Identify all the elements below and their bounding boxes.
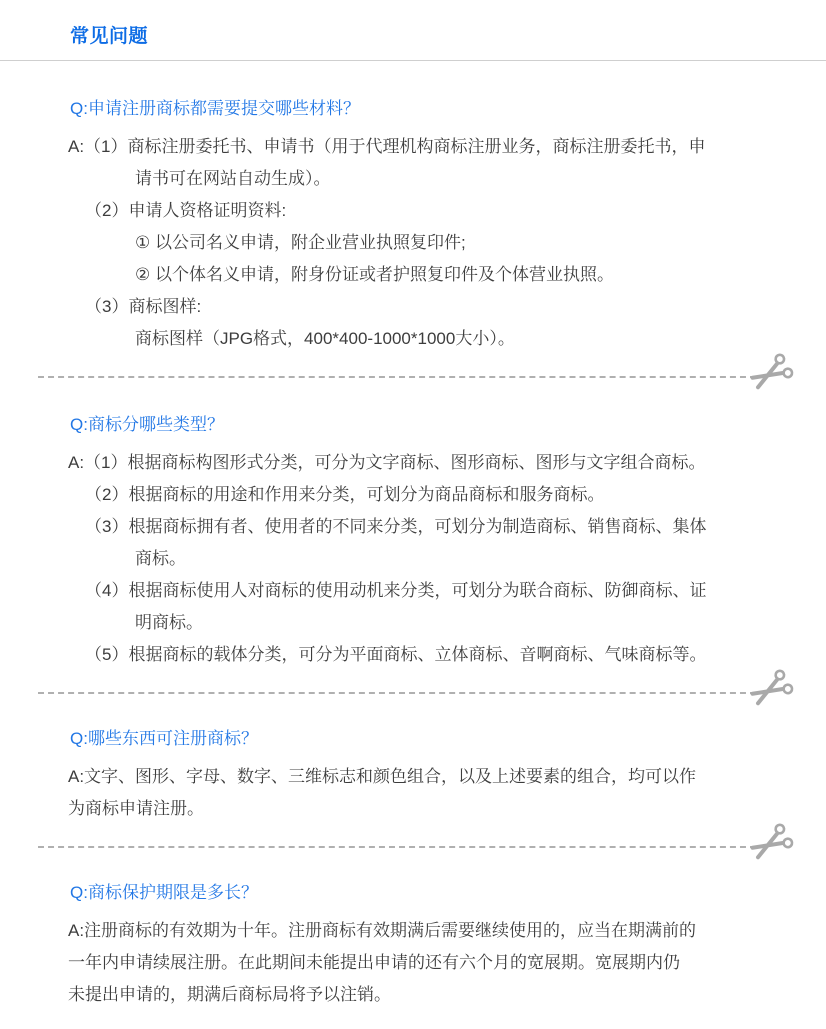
answer-line: （2）申请人资格证明资料: [85, 201, 287, 220]
answer-line: 商标。 [135, 549, 186, 568]
answer-line: 一年内申请续展注册。在此期间未能提出申请的还有六个月的宽展期。宽展期内仍 [68, 953, 680, 972]
answer-line: ① 以公司名义申请，附企业营业执照复印件; [135, 233, 466, 252]
question-heading: Q:商标分哪些类型？ [70, 415, 224, 434]
answer-line: A:注册商标的有效期为十年。注册商标有效期满后需要继续使用的，应当在期满前的 [68, 921, 697, 940]
answer-line: A:（1）商标注册委托书、申请书（用于代理机构商标注册业务，商标注册委托书，申 [68, 137, 706, 156]
answer-line: ② 以个体名义申请，附身份证或者护照复印件及个体营业执照。 [135, 265, 614, 284]
answer-line: 请书可在网站自动生成）。 [135, 169, 331, 188]
faq-section-duration [0, 881, 826, 1011]
section-divider [0, 355, 826, 399]
scissors-icon [744, 668, 796, 712]
question-heading: Q:申请注册商标都需要提交哪些材料？ [70, 99, 360, 118]
answer-line: （2）根据商标的用途和作用来分类，可划分为商品商标和服务商标。 [85, 485, 605, 504]
answer-block [0, 447, 826, 671]
answer-line: A:（1）根据商标构图形式分类，可分为文字商标、图形商标、图形与文字组合商标。 [68, 453, 706, 472]
section-divider [0, 825, 826, 869]
question-heading: Q:商标保护期限是多长？ [70, 883, 258, 902]
answer-line: （3）根据商标拥有者、使用者的不同来分类，可划分为制造商标、销售商标、集体 [85, 517, 707, 536]
page-title: 常见问题 [70, 26, 149, 47]
answer-line: 商标图样（JPG格式，400*400-1000*1000大小）。 [135, 329, 515, 348]
answer-line: 未提出申请的，期满后商标局将予以注销。 [68, 985, 391, 1004]
faq-section-registrable [0, 727, 826, 825]
question-heading: Q:哪些东西可注册商标？ [70, 729, 258, 748]
answer-line: （3）商标图样: [85, 297, 202, 316]
answer-line: （4）根据商标使用人对商标的使用动机来分类，可划分为联合商标、防御商标、证 [85, 581, 707, 600]
answer-line: A:文字、图形、字母、数字、三维标志和颜色组合，以及上述要素的组合，均可以作 [68, 767, 697, 786]
faq-section-types [0, 413, 826, 671]
faq-section-materials [0, 97, 826, 355]
answer-line: 为商标申请注册。 [68, 799, 204, 818]
page-header [0, 0, 826, 61]
dashed-line [38, 692, 756, 694]
answer-line: （5）根据商标的载体分类，可分为平面商标、立体商标、音啊商标、气味商标等。 [85, 645, 707, 664]
dashed-line [38, 846, 756, 848]
answer-block [0, 915, 826, 1011]
scissors-icon [744, 822, 796, 866]
dashed-line [38, 376, 756, 378]
section-divider [0, 671, 826, 715]
answer-line: 明商标。 [135, 613, 203, 632]
answer-block [0, 131, 826, 355]
faq-content [0, 97, 826, 1011]
answer-block [0, 761, 826, 825]
scissors-icon [744, 352, 796, 396]
